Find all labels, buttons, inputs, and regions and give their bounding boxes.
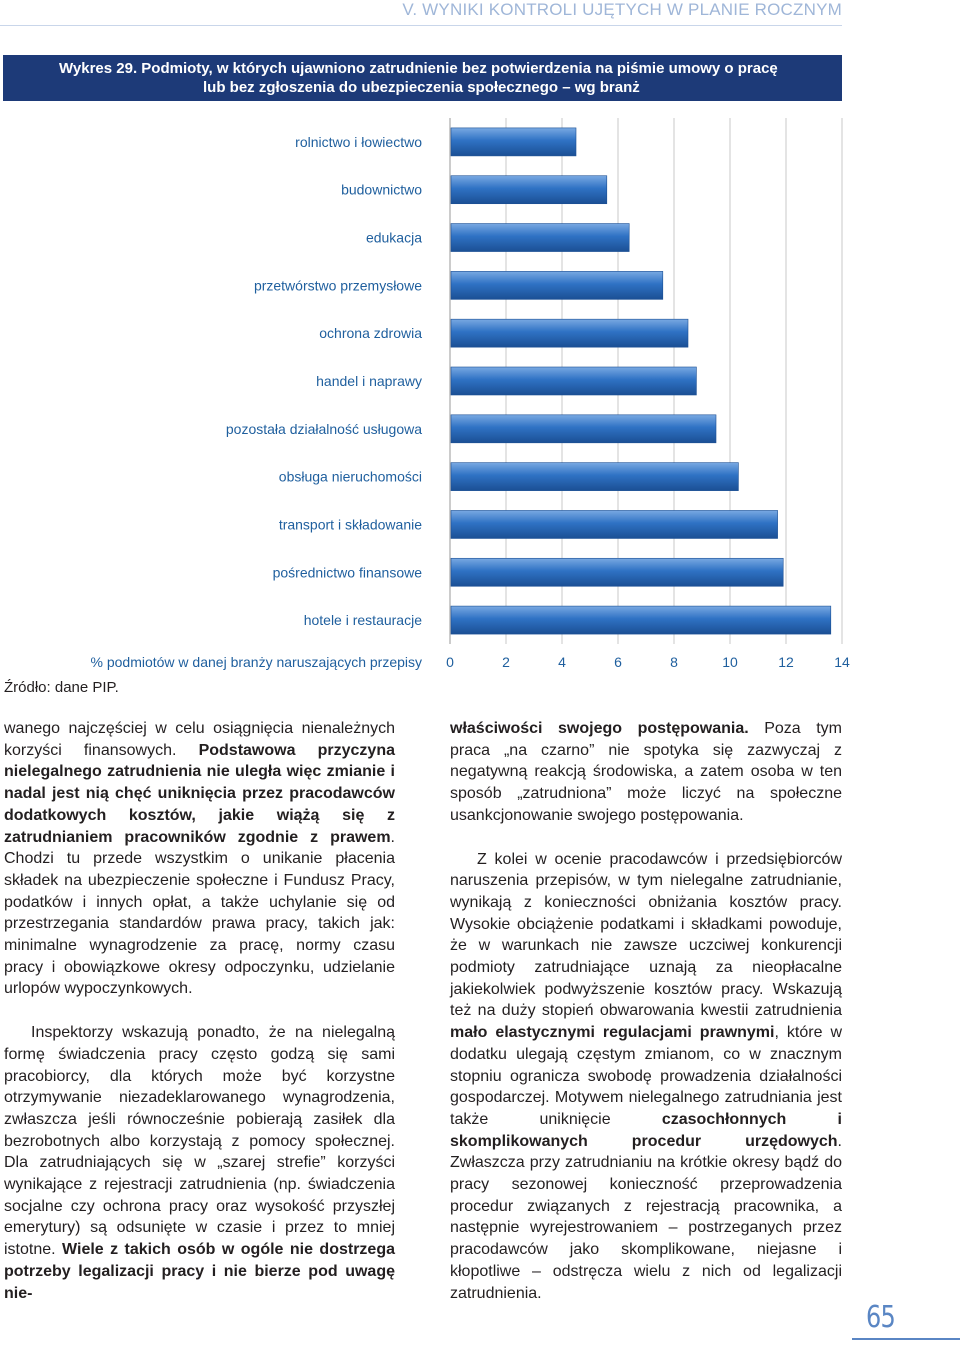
bold-text-run: czasochłonnych i skomplikowanych procedur urzędowych [450,1110,842,1150]
bar [451,224,629,252]
bar [451,128,576,156]
chart-caption-line1: Wykres 29. Podmioty, w których ujawniono zatrudnienie bez potwierdzenia na piśmie umowy o pracę [59,60,778,77]
x-tick-label: 12 [778,654,794,670]
category-label: budownictwo [341,181,422,198]
bar [451,558,783,586]
chart-bars [451,128,831,634]
bar [451,510,778,538]
chart-tick-labels [446,654,850,670]
bold-text-run: mało elastycznymi regulacjami prawnymi [450,1024,775,1042]
category-label: ochrona zdrowia [319,325,422,342]
section-header-title: V. WYNIKI KONTROLI UJĘTYCH W PLANIE ROCZNYM [402,0,842,19]
category-label: hotele i restauracje [303,612,422,629]
category-label: pozostała działalność usługowa [225,420,422,437]
bar [451,319,688,347]
page-number: 65 [866,1300,895,1335]
chart-category-labels [226,134,422,628]
bar [451,367,696,395]
paragraph [4,718,395,1000]
category-label: handel i naprawy [316,373,422,389]
text-run: . Zwłaszcza przy zatrudnianiu na krótkie okresy bądź do pracy sezonowej konieczność przeprowadzenia procedur związanych z rejestracją pracownika, a następnie wyrejestrowaniem – postrzeganych przez pracodawców jako skomplikowane, niejasne i kłopotliwe – odstręcza wielu z nich od legalizacji zatrudnienia. [450,1132,842,1302]
category-label: przetwórstwo przemysłowe [253,277,422,294]
text-run: Inspektorzy wskazują ponadto, że na nielegalną formę świadczenia pracy często godzą się sami pracobiorcy, dla których może być korzystne otrzymywanie niezadeklarowanego wynagrodzenia, zwłaszcza jeśli równocześnie pobierają zasiłek dla bezrobotnych albo korzystają z pomocy społecznej. Dla zatrudniających się w „szarej strefie” korzyści wynikające z rejestracji zatrudnienia (np. świadczenia socjalne czy ochrona pracy oraz wysokość przyszłej emerytury) są odsunięte w czasie i przez to mniej istotne. [4,1024,395,1259]
bar [451,176,607,204]
x-tick-label: 10 [722,654,738,670]
text-run: Z kolei w ocenie pracodawców i przedsiębiorców naruszenia przepisów, w tym nielegalne zatrudnianie, wynikają z konieczności obniżania kosztów pracy. Wysokie obciążenie podatkami i składkami powoduje, że w warunkach nie zawsze uczciwej konkurencji podmioty zatrudniające uznają za nieopłacalne jakiekolwiek podwyższenie kosztów pracy. Wskazują też na duży stopień obwarowania kwestii zatrudnienia [450,850,842,1020]
category-label: rolnictwo i łowiectwo [295,133,422,150]
x-axis-title: % podmiotów w danej branży naruszających przepisy [90,654,422,670]
body-column-right [450,718,842,1304]
category-label: pośrednictwo finansowe [272,564,422,581]
x-tick-label: 14 [834,654,850,670]
x-tick-label: 4 [558,654,566,670]
x-tick-label: 8 [670,654,678,670]
x-tick-label: 0 [446,654,454,670]
bold-text-run: Podstawowa przyczyna nielegalnego zatrudnienia nie uległa więc zmianie i nadal jest nią chęć uniknięcia przez pracodawców dodatkowych kosztów, jakie wiążą się z zatrudnianiem pracowników zgodnie z prawem [4,741,395,846]
paragraph [450,849,842,1305]
bar [451,271,663,299]
x-tick-label: 2 [502,654,510,670]
paragraph [4,1022,395,1304]
paragraph [450,718,842,827]
bar [451,463,738,491]
source-note: Źródło: dane PIP. [4,679,119,696]
page-number-rule [852,1338,960,1340]
text-run: , które w dodatku ulegają częstym zmianom, co w znacznym stopniu ogranicza swobodę prowadzenia działalności gospodarczej. Motywem nielegalnego zatrudniania jest także uniknięcie [450,1024,842,1128]
category-label: transport i składowanie [278,516,422,533]
text-run: Poza tym praca „na czarno” nie spotyka się zazwyczaj z negatywną reakcją środowiska, a zatem osoba w ten sposób „zatrudniona” może liczyć na społeczne usankcjonowanie swojego postępowania. [450,720,842,824]
bar [451,606,831,634]
category-label: edukacja [365,229,422,246]
chart-caption-line2: lub bez zgłoszenia do ubezpieczenia społecznego – wg branż [203,79,640,96]
bold-text-run: Wiele z takich osób w ogóle nie dostrzega potrzeby legalizacji pracy i nie bierze pod uwagę nie- [4,1241,395,1302]
bold-text-run: właściwości swojego postępowania. [450,720,749,737]
bar [451,415,716,443]
text-run: wanego najczęściej w celu osiągnięcia nienależnych korzyści finansowych. [4,720,395,759]
body-column-left [4,718,395,1304]
category-label: obsługa nieruchomości [278,468,422,485]
x-tick-label: 6 [614,654,622,670]
text-run: . Chodzi tu przede wszystkim o unikanie płacenia składek na ubezpieczenie społeczne i Fundusz Pracy, podatków i innych opłat, a także uchylanie się od przestrzegania standardów prawa pracy, takich jak: minimalne wynagrodzenie za pracę, normy czasu pracy i obowiązkowe okresy odpoczynku, udzielanie urlopów wypoczynkowych. [4,828,395,998]
